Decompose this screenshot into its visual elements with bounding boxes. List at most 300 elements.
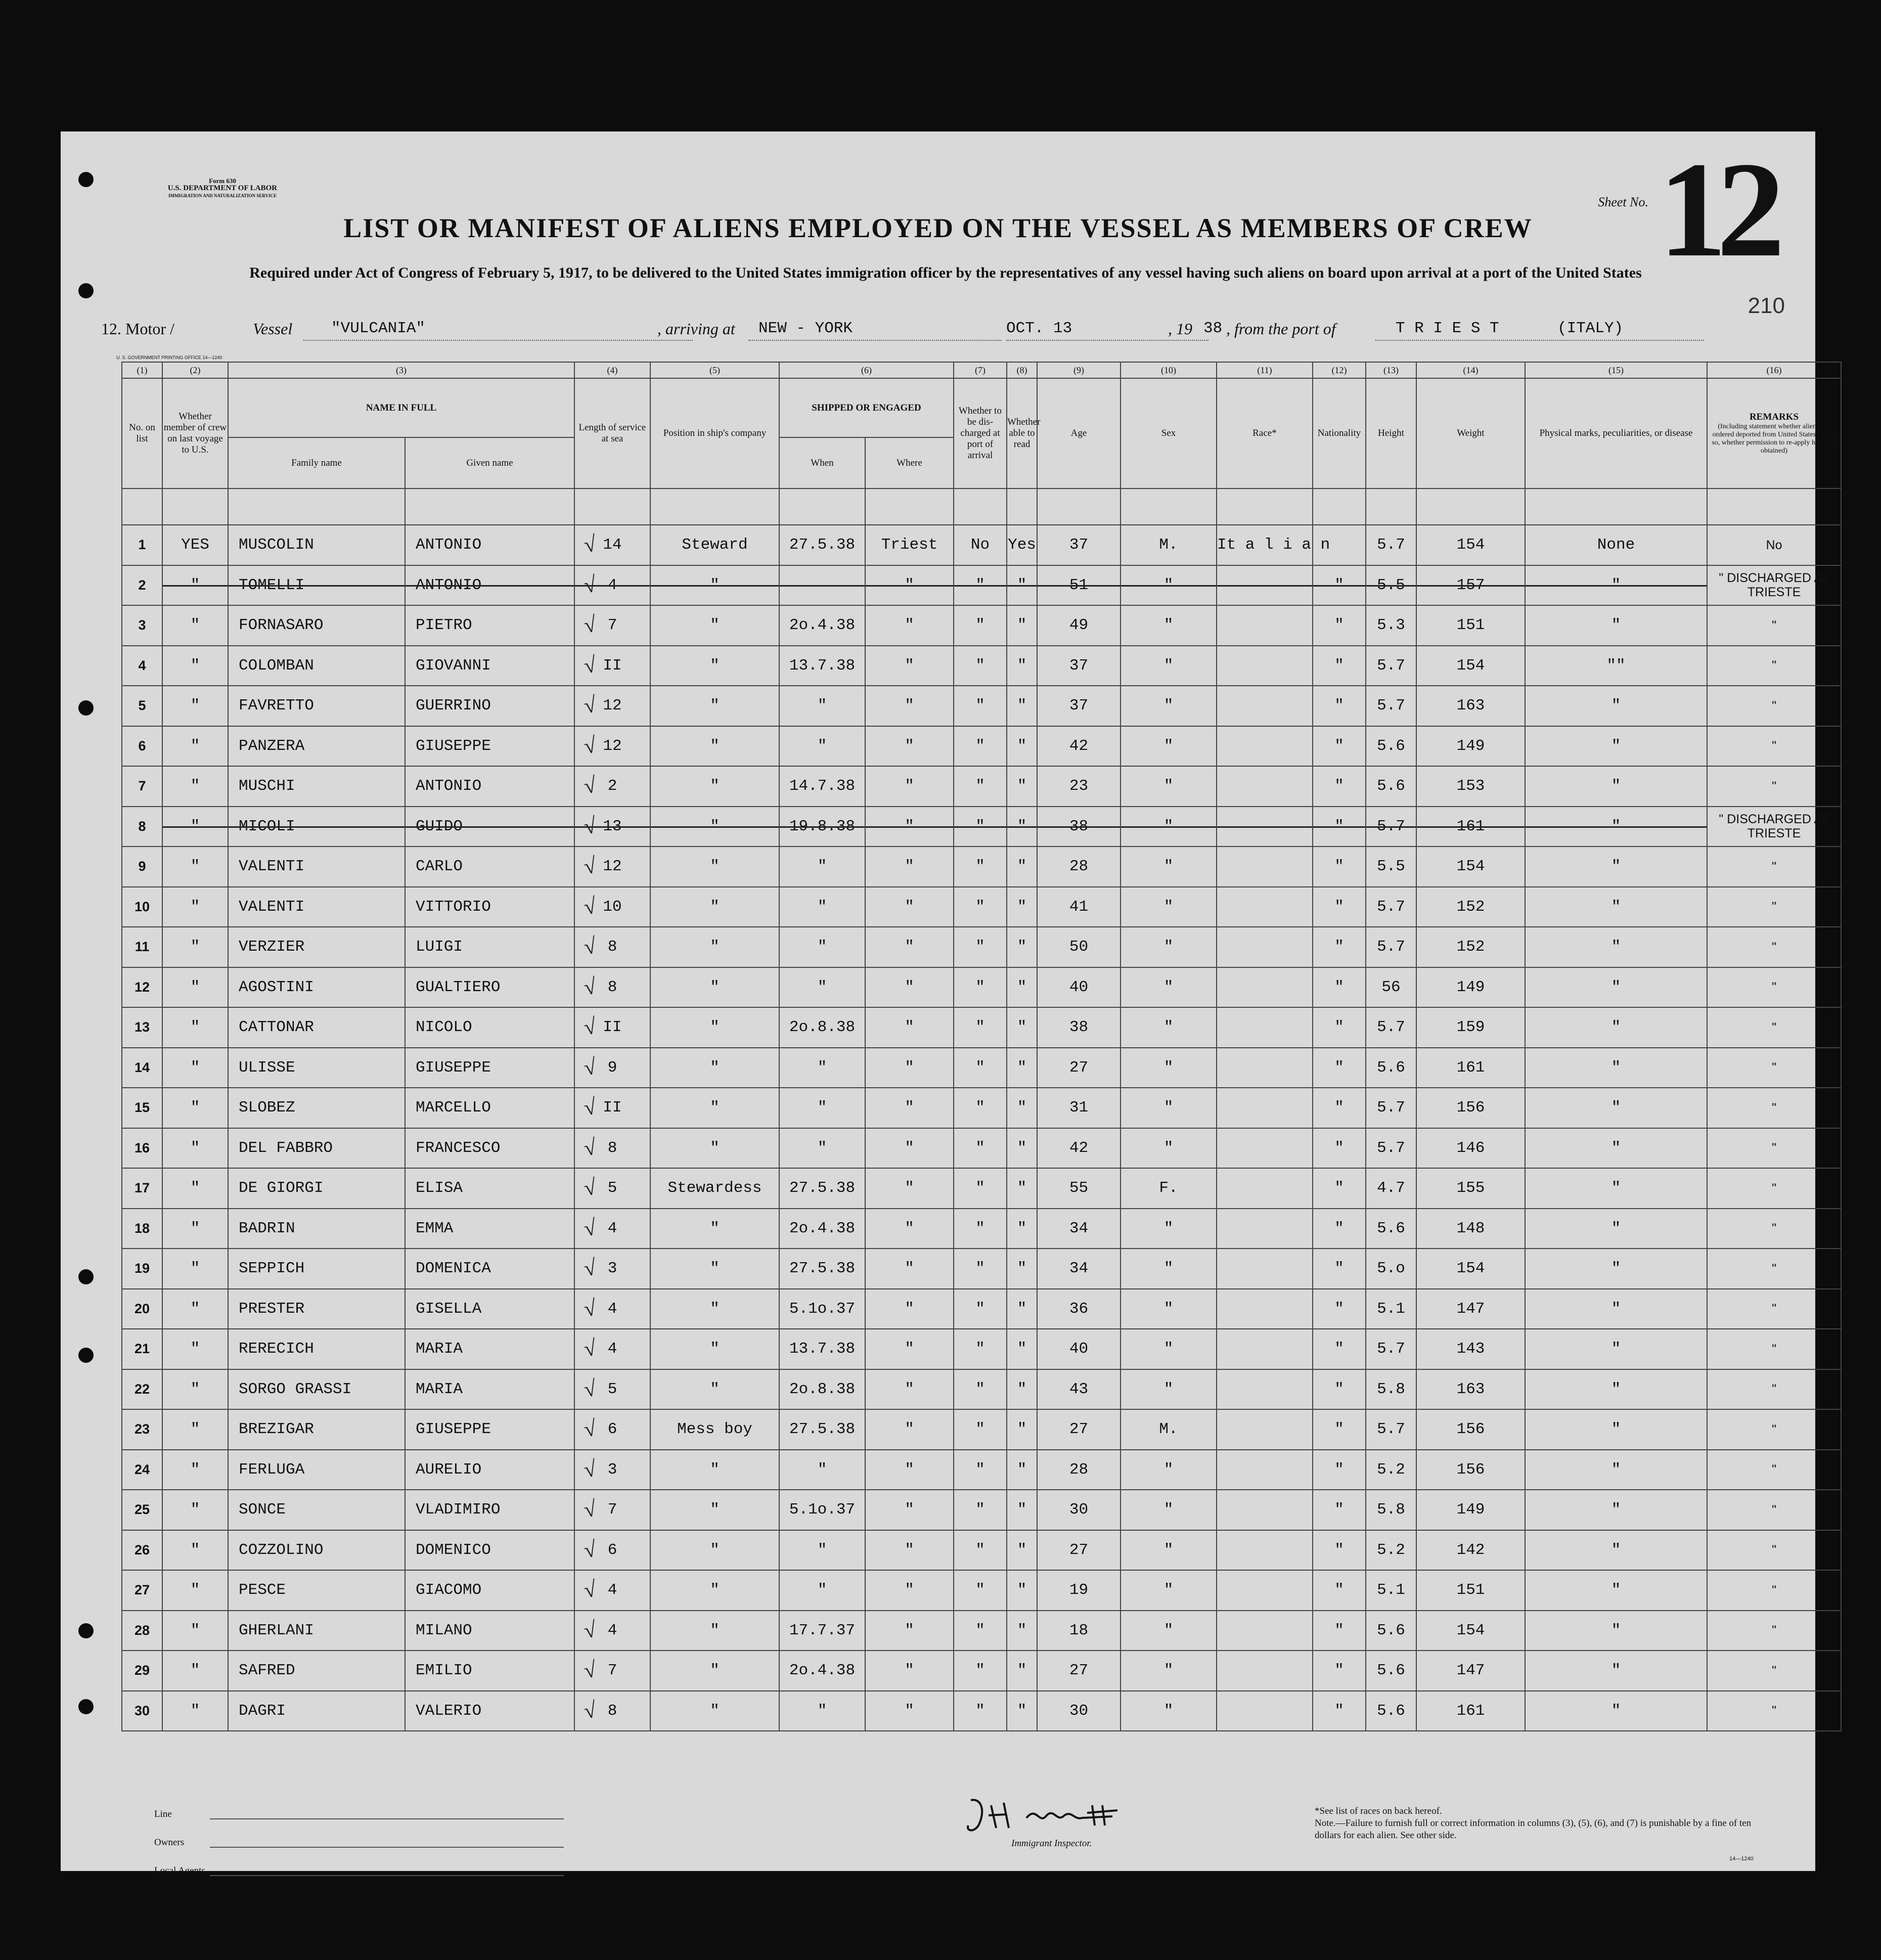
service-length-value: 12 <box>603 697 622 715</box>
sex-cell: " <box>1121 1611 1217 1651</box>
ship-position-cell: " <box>650 1128 779 1169</box>
header-family-name: Family name <box>228 437 405 488</box>
column-number: (3) <box>228 362 574 378</box>
service-length-value: 3 <box>607 1260 617 1278</box>
check-mark-icon: √ <box>581 1697 599 1724</box>
weight-cell: 154 <box>1416 847 1525 887</box>
service-length-value: 10 <box>603 898 622 916</box>
column-number: (14) <box>1416 362 1525 378</box>
given-name-cell: MARIA <box>405 1369 574 1410</box>
service-length-cell <box>574 1651 650 1691</box>
sex-cell: " <box>1121 1651 1217 1691</box>
ship-position-cell: " <box>650 1289 779 1329</box>
sex-cell: " <box>1121 1490 1217 1530</box>
ship-position-cell: " <box>650 847 779 887</box>
arrival-date: OCT. 13 <box>1006 320 1072 337</box>
check-mark-icon: √ <box>581 1496 599 1523</box>
agents-label: Local Agents <box>154 1865 205 1876</box>
sex-cell: " <box>1121 807 1217 847</box>
sex-cell: " <box>1121 927 1217 967</box>
shipped-where-cell: " <box>865 1450 954 1490</box>
shipped-where-cell: " <box>865 605 954 646</box>
punch-hole <box>78 1269 94 1284</box>
punch-hole <box>78 1699 94 1714</box>
discharged-cell: No <box>954 525 1007 565</box>
ship-position-cell: " <box>650 1007 779 1048</box>
crew-row <box>122 887 1841 927</box>
check-mark-icon: √ <box>581 772 599 799</box>
age-cell: 51 <box>1037 565 1121 606</box>
family-name-cell: MUSCOLIN <box>228 525 405 565</box>
weight-cell: 161 <box>1416 1048 1525 1088</box>
shipped-when-cell: " <box>779 1128 865 1169</box>
crew-row <box>122 1409 1841 1450</box>
weight-cell: 154 <box>1416 646 1525 686</box>
header-discharged: Whether to be dis-charged at port of arrival <box>954 378 1007 488</box>
discharged-cell: " <box>954 1691 1007 1731</box>
shipped-where-cell: " <box>865 847 954 887</box>
discharged-cell: " <box>954 1490 1007 1530</box>
able-to-read-cell: " <box>1007 1329 1037 1369</box>
age-cell: 27 <box>1037 1048 1121 1088</box>
service-length-value: 2 <box>607 777 617 795</box>
service-length-cell <box>574 1249 650 1289</box>
service-length-value: 4 <box>607 1300 617 1318</box>
height-cell: 5.6 <box>1366 1048 1416 1088</box>
discharged-cell: " <box>954 1289 1007 1329</box>
sex-cell: " <box>1121 1007 1217 1048</box>
able-to-read-cell: " <box>1007 766 1037 807</box>
column-number: (4) <box>574 362 650 378</box>
crew-row <box>122 1651 1841 1691</box>
family-name-cell: COZZOLINO <box>228 1530 405 1571</box>
prior-voyage-cell: " <box>162 1369 228 1410</box>
service-length-value: 3 <box>607 1460 617 1479</box>
able-to-read-cell: " <box>1007 1450 1037 1490</box>
shipped-when-cell: 27.5.38 <box>779 1249 865 1289</box>
service-length-cell <box>574 927 650 967</box>
row-number-cell: 8 <box>122 807 162 847</box>
crew-row <box>122 726 1841 767</box>
crew-row <box>122 525 1841 565</box>
age-cell: 27 <box>1037 1530 1121 1571</box>
age-cell: 36 <box>1037 1289 1121 1329</box>
row-number-cell: 27 <box>122 1570 162 1611</box>
physical-marks-cell: " <box>1525 1048 1707 1088</box>
given-name-cell: DOMENICO <box>405 1530 574 1571</box>
row-number-cell: 30 <box>122 1691 162 1731</box>
prior-voyage-cell: " <box>162 1570 228 1611</box>
given-name-cell: ANTONIO <box>405 525 574 565</box>
punch-hole <box>78 1623 94 1638</box>
discharged-cell: " <box>954 1369 1007 1410</box>
able-to-read-cell: " <box>1007 1369 1037 1410</box>
age-cell: 28 <box>1037 1450 1121 1490</box>
age-cell: 23 <box>1037 766 1121 807</box>
ship-position-cell: " <box>650 1490 779 1530</box>
races-note: *See list of races on back hereof. <box>1315 1806 1442 1816</box>
shipped-when-cell: " <box>779 1088 865 1128</box>
check-mark-icon: √ <box>581 1174 599 1201</box>
shipped-when-cell: 2o.8.38 <box>779 1369 865 1410</box>
physical-marks-cell: " <box>1525 1490 1707 1530</box>
nationality-cell: " <box>1313 1570 1366 1611</box>
remarks-cell: " <box>1707 1691 1841 1731</box>
physical-marks-cell: "" <box>1525 646 1707 686</box>
discharged-cell: " <box>954 1651 1007 1691</box>
shipped-where-cell: " <box>865 1409 954 1450</box>
crew-row <box>122 1128 1841 1169</box>
punch-hole <box>78 700 94 716</box>
age-cell: 38 <box>1037 1007 1121 1048</box>
able-to-read-cell: " <box>1007 1611 1037 1651</box>
nationality-cell: " <box>1313 1490 1366 1530</box>
from-port-label: , from the port of <box>1226 320 1336 338</box>
stamp-number: 210 <box>1748 293 1785 318</box>
service-length-value: 4 <box>607 1621 617 1639</box>
column-number: (1) <box>122 362 162 378</box>
physical-marks-cell: " <box>1525 605 1707 646</box>
nationality-cell: " <box>1313 766 1366 807</box>
given-name-cell: GIACOMO <box>405 1570 574 1611</box>
shipped-where-cell: " <box>865 1329 954 1369</box>
service-length-value: 8 <box>607 1702 617 1720</box>
sex-cell: " <box>1121 887 1217 927</box>
check-mark-icon: √ <box>581 692 599 719</box>
physical-marks-cell: " <box>1525 927 1707 967</box>
race-cell <box>1217 1329 1313 1369</box>
discharged-cell: " <box>954 967 1007 1008</box>
ship-position-cell: " <box>650 927 779 967</box>
prior-voyage-cell: " <box>162 967 228 1008</box>
shipped-where-cell: " <box>865 887 954 927</box>
date-underline <box>1006 340 1208 341</box>
row-number-cell: 12 <box>122 967 162 1008</box>
height-cell: 56 <box>1366 967 1416 1008</box>
race-cell <box>1217 847 1313 887</box>
header-given-name: Given name <box>405 437 574 488</box>
physical-marks-cell: " <box>1525 887 1707 927</box>
service-length-value: 4 <box>607 576 617 594</box>
header-race: Race* <box>1217 378 1313 488</box>
header-weight: Weight <box>1416 378 1525 488</box>
sex-cell: M. <box>1121 525 1217 565</box>
given-name-cell: GUALTIERO <box>405 967 574 1008</box>
remarks-cell: " <box>1707 1128 1841 1169</box>
crew-row <box>122 646 1841 686</box>
weight-cell: 142 <box>1416 1530 1525 1571</box>
given-name-cell: VITTORIO <box>405 887 574 927</box>
age-cell: 49 <box>1037 605 1121 646</box>
row-number-cell: 26 <box>122 1530 162 1571</box>
crew-row <box>122 1611 1841 1651</box>
row-number-cell: 23 <box>122 1409 162 1450</box>
sex-cell: M. <box>1121 1409 1217 1450</box>
given-name-cell: ANTONIO <box>405 565 574 606</box>
service-length-cell <box>574 967 650 1008</box>
race-cell <box>1217 1249 1313 1289</box>
sex-cell: " <box>1121 1691 1217 1731</box>
shipped-when-cell: 19.8.38 <box>779 807 865 847</box>
age-cell: 18 <box>1037 1611 1121 1651</box>
service-length-cell <box>574 887 650 927</box>
discharged-cell: " <box>954 1530 1007 1571</box>
nationality-cell: " <box>1313 1691 1366 1731</box>
family-name-cell: SLOBEZ <box>228 1088 405 1128</box>
row-number-cell: 13 <box>122 1007 162 1048</box>
ship-position-cell: Mess boy <box>650 1409 779 1450</box>
physical-marks-cell: " <box>1525 1088 1707 1128</box>
able-to-read-cell: " <box>1007 1209 1037 1249</box>
check-mark-icon: √ <box>581 1375 599 1402</box>
weight-cell: 163 <box>1416 1369 1525 1410</box>
shipped-when-cell: " <box>779 967 865 1008</box>
service-length-cell <box>574 1128 650 1169</box>
physical-marks-cell: " <box>1525 967 1707 1008</box>
race-cell <box>1217 807 1313 847</box>
crew-row <box>122 1088 1841 1128</box>
family-name-cell: VERZIER <box>228 927 405 967</box>
height-cell: 4.7 <box>1366 1168 1416 1209</box>
page-title: LIST OR MANIFEST OF ALIENS EMPLOYED ON THE VESSEL AS MEMBERS OF CREW <box>343 213 1533 243</box>
service-length-value: 4 <box>607 1581 617 1599</box>
nationality-cell: " <box>1313 887 1366 927</box>
weight-cell: 157 <box>1416 565 1525 606</box>
row-number-cell: 28 <box>122 1611 162 1651</box>
ship-position-cell: " <box>650 646 779 686</box>
physical-marks-cell: " <box>1525 1691 1707 1731</box>
check-mark-icon: √ <box>581 1295 599 1322</box>
crew-row <box>122 1249 1841 1289</box>
weight-cell: 154 <box>1416 1249 1525 1289</box>
family-name-cell: FAVRETTO <box>228 686 405 726</box>
discharged-cell: " <box>954 605 1007 646</box>
nationality-cell: " <box>1313 927 1366 967</box>
crew-row <box>122 1570 1841 1611</box>
header-able-read: Whether able to read <box>1007 378 1037 488</box>
sex-cell: " <box>1121 1209 1217 1249</box>
header-sex: Sex <box>1121 378 1217 488</box>
crew-row <box>122 807 1841 847</box>
weight-cell: 154 <box>1416 1611 1525 1651</box>
nationality-cell: " <box>1313 1611 1366 1651</box>
height-cell: 5.2 <box>1366 1450 1416 1490</box>
discharged-cell: " <box>954 1168 1007 1209</box>
ship-position-cell: " <box>650 1369 779 1410</box>
service-length-cell <box>574 726 650 767</box>
service-length-value: 7 <box>607 616 617 635</box>
height-cell: 5.7 <box>1366 686 1416 726</box>
race-cell <box>1217 967 1313 1008</box>
family-name-cell: PESCE <box>228 1570 405 1611</box>
crew-row <box>122 1168 1841 1209</box>
service-length-cell <box>574 1409 650 1450</box>
prior-voyage-cell: " <box>162 887 228 927</box>
prior-voyage-cell: " <box>162 847 228 887</box>
given-name-cell: ANTONIO <box>405 766 574 807</box>
physical-marks-cell: " <box>1525 847 1707 887</box>
shipped-where-cell: " <box>865 1651 954 1691</box>
height-cell: 5.8 <box>1366 1369 1416 1410</box>
service-length-cell <box>574 1048 650 1088</box>
vessel-underline <box>303 340 693 341</box>
sex-cell: " <box>1121 1329 1217 1369</box>
column-number: (7) <box>954 362 1007 378</box>
physical-marks-cell: " <box>1525 565 1707 606</box>
service-length-cell <box>574 1088 650 1128</box>
service-length-value: 4 <box>607 1219 617 1237</box>
shipped-when-cell: 2o.4.38 <box>779 605 865 646</box>
form-number: Form 630 <box>209 177 236 185</box>
header-member-last-voyage: Whether member of crew on last voyage to U.S. <box>162 378 228 488</box>
given-name-cell: ELISA <box>405 1168 574 1209</box>
race-cell <box>1217 1651 1313 1691</box>
able-to-read-cell: " <box>1007 1088 1037 1128</box>
service-length-cell <box>574 686 650 726</box>
prior-voyage-cell: " <box>162 1088 228 1128</box>
prior-voyage-cell: " <box>162 646 228 686</box>
remarks-cell: " <box>1707 766 1841 807</box>
shipped-when-cell: " <box>779 927 865 967</box>
physical-marks-cell: " <box>1525 766 1707 807</box>
able-to-read-cell: " <box>1007 1289 1037 1329</box>
race-cell <box>1217 646 1313 686</box>
nationality-cell: " <box>1313 1289 1366 1329</box>
age-cell: 42 <box>1037 1128 1121 1169</box>
physical-marks-cell: " <box>1525 1530 1707 1571</box>
check-mark-icon: √ <box>581 1214 599 1241</box>
form-identifier <box>131 177 314 200</box>
service-length-cell <box>574 1530 650 1571</box>
shipped-where-cell: " <box>865 1007 954 1048</box>
remarks-cell: " <box>1707 1450 1841 1490</box>
shipped-when-cell: " <box>779 726 865 767</box>
service-length-value: 5 <box>607 1179 617 1197</box>
header-physical-marks: Physical marks, peculiarities, or disease <box>1525 378 1707 488</box>
age-cell: 41 <box>1037 887 1121 927</box>
shipped-when-cell: 14.7.38 <box>779 766 865 807</box>
physical-marks-cell: " <box>1525 686 1707 726</box>
service-length-cell <box>574 1329 650 1369</box>
vessel-label: Vessel <box>253 320 293 338</box>
height-cell: 5.6 <box>1366 1611 1416 1651</box>
column-number: (5) <box>650 362 779 378</box>
header-no-on-list: No. on list <box>122 378 162 488</box>
able-to-read-cell: " <box>1007 565 1037 606</box>
age-cell: 30 <box>1037 1691 1121 1731</box>
shipped-where-cell: " <box>865 565 954 606</box>
race-cell <box>1217 1168 1313 1209</box>
prior-voyage-cell: " <box>162 726 228 767</box>
check-mark-icon: √ <box>581 1415 599 1442</box>
race-cell <box>1217 605 1313 646</box>
race-cell <box>1217 1691 1313 1731</box>
height-cell: 5.7 <box>1366 646 1416 686</box>
service-length-value: 8 <box>607 1139 617 1157</box>
ship-position-cell: " <box>650 1048 779 1088</box>
shipped-when-cell: " <box>779 887 865 927</box>
given-name-cell: DOMENICA <box>405 1249 574 1289</box>
column-number: (10) <box>1121 362 1217 378</box>
crew-row <box>122 605 1841 646</box>
arrival-port: NEW - YORK <box>758 320 853 337</box>
weight-cell: 159 <box>1416 1007 1525 1048</box>
family-name-cell: COLOMBAN <box>228 646 405 686</box>
shipped-when-cell: 5.1o.37 <box>779 1289 865 1329</box>
prior-voyage-cell: " <box>162 1530 228 1571</box>
remarks-cell: " <box>1707 1329 1841 1369</box>
check-mark-icon: √ <box>581 571 599 598</box>
able-to-read-cell: Yes <box>1007 525 1037 565</box>
service-length-value: 13 <box>603 817 622 835</box>
race-cell <box>1217 766 1313 807</box>
height-cell: 5.8 <box>1366 1490 1416 1530</box>
nationality-cell: " <box>1313 1088 1366 1128</box>
nationality-cell: " <box>1313 1651 1366 1691</box>
physical-marks-cell: " <box>1525 1611 1707 1651</box>
service-length-cell <box>574 605 650 646</box>
age-cell: 34 <box>1037 1209 1121 1249</box>
family-name-cell: FORNASARO <box>228 605 405 646</box>
given-name-cell: NICOLO <box>405 1007 574 1048</box>
race-cell <box>1217 565 1313 606</box>
inspector-signature <box>951 1790 1163 1836</box>
able-to-read-cell: " <box>1007 605 1037 646</box>
check-mark-icon: √ <box>581 531 599 558</box>
ship-position-cell: " <box>650 1691 779 1731</box>
remarks-cell: " <box>1707 1209 1841 1249</box>
age-cell: 42 <box>1037 726 1121 767</box>
weight-cell: 161 <box>1416 1691 1525 1731</box>
service-length-cell <box>574 565 650 606</box>
shipped-where-cell: " <box>865 1289 954 1329</box>
row-number-cell: 18 <box>122 1209 162 1249</box>
header-where: Where <box>865 437 954 488</box>
prior-voyage-cell: " <box>162 1691 228 1731</box>
discharged-cell: " <box>954 1128 1007 1169</box>
able-to-read-cell: " <box>1007 1128 1037 1169</box>
shipped-where-cell: " <box>865 1048 954 1088</box>
service-length-value: II <box>603 656 622 675</box>
given-name-cell: MILANO <box>405 1611 574 1651</box>
prior-voyage-cell: " <box>162 1209 228 1249</box>
remarks-cell: " <box>1707 927 1841 967</box>
ship-position-cell: " <box>650 1329 779 1369</box>
nationality-cell: " <box>1313 1128 1366 1169</box>
service-length-value: II <box>603 1099 622 1117</box>
height-cell: 5.7 <box>1366 1409 1416 1450</box>
check-mark-icon: √ <box>581 1335 599 1362</box>
column-number: (6) <box>779 362 954 378</box>
weight-cell: 155 <box>1416 1168 1525 1209</box>
sex-cell: " <box>1121 766 1217 807</box>
header-position: Position in ship's company <box>650 378 779 488</box>
service-length-value: 7 <box>607 1662 617 1680</box>
race-cell <box>1217 1289 1313 1329</box>
weight-cell: 149 <box>1416 967 1525 1008</box>
crew-manifest-table <box>121 362 1842 1731</box>
able-to-read-cell: " <box>1007 646 1037 686</box>
discharged-cell: " <box>954 1409 1007 1450</box>
sex-cell: " <box>1121 1128 1217 1169</box>
discharged-cell: " <box>954 686 1007 726</box>
shipped-where-cell: " <box>865 1128 954 1169</box>
nationality-cell: " <box>1313 1530 1366 1571</box>
remarks-cell: " <box>1707 847 1841 887</box>
able-to-read-cell: " <box>1007 927 1037 967</box>
given-name-cell: GISELLA <box>405 1289 574 1329</box>
shipped-where-cell: " <box>865 646 954 686</box>
